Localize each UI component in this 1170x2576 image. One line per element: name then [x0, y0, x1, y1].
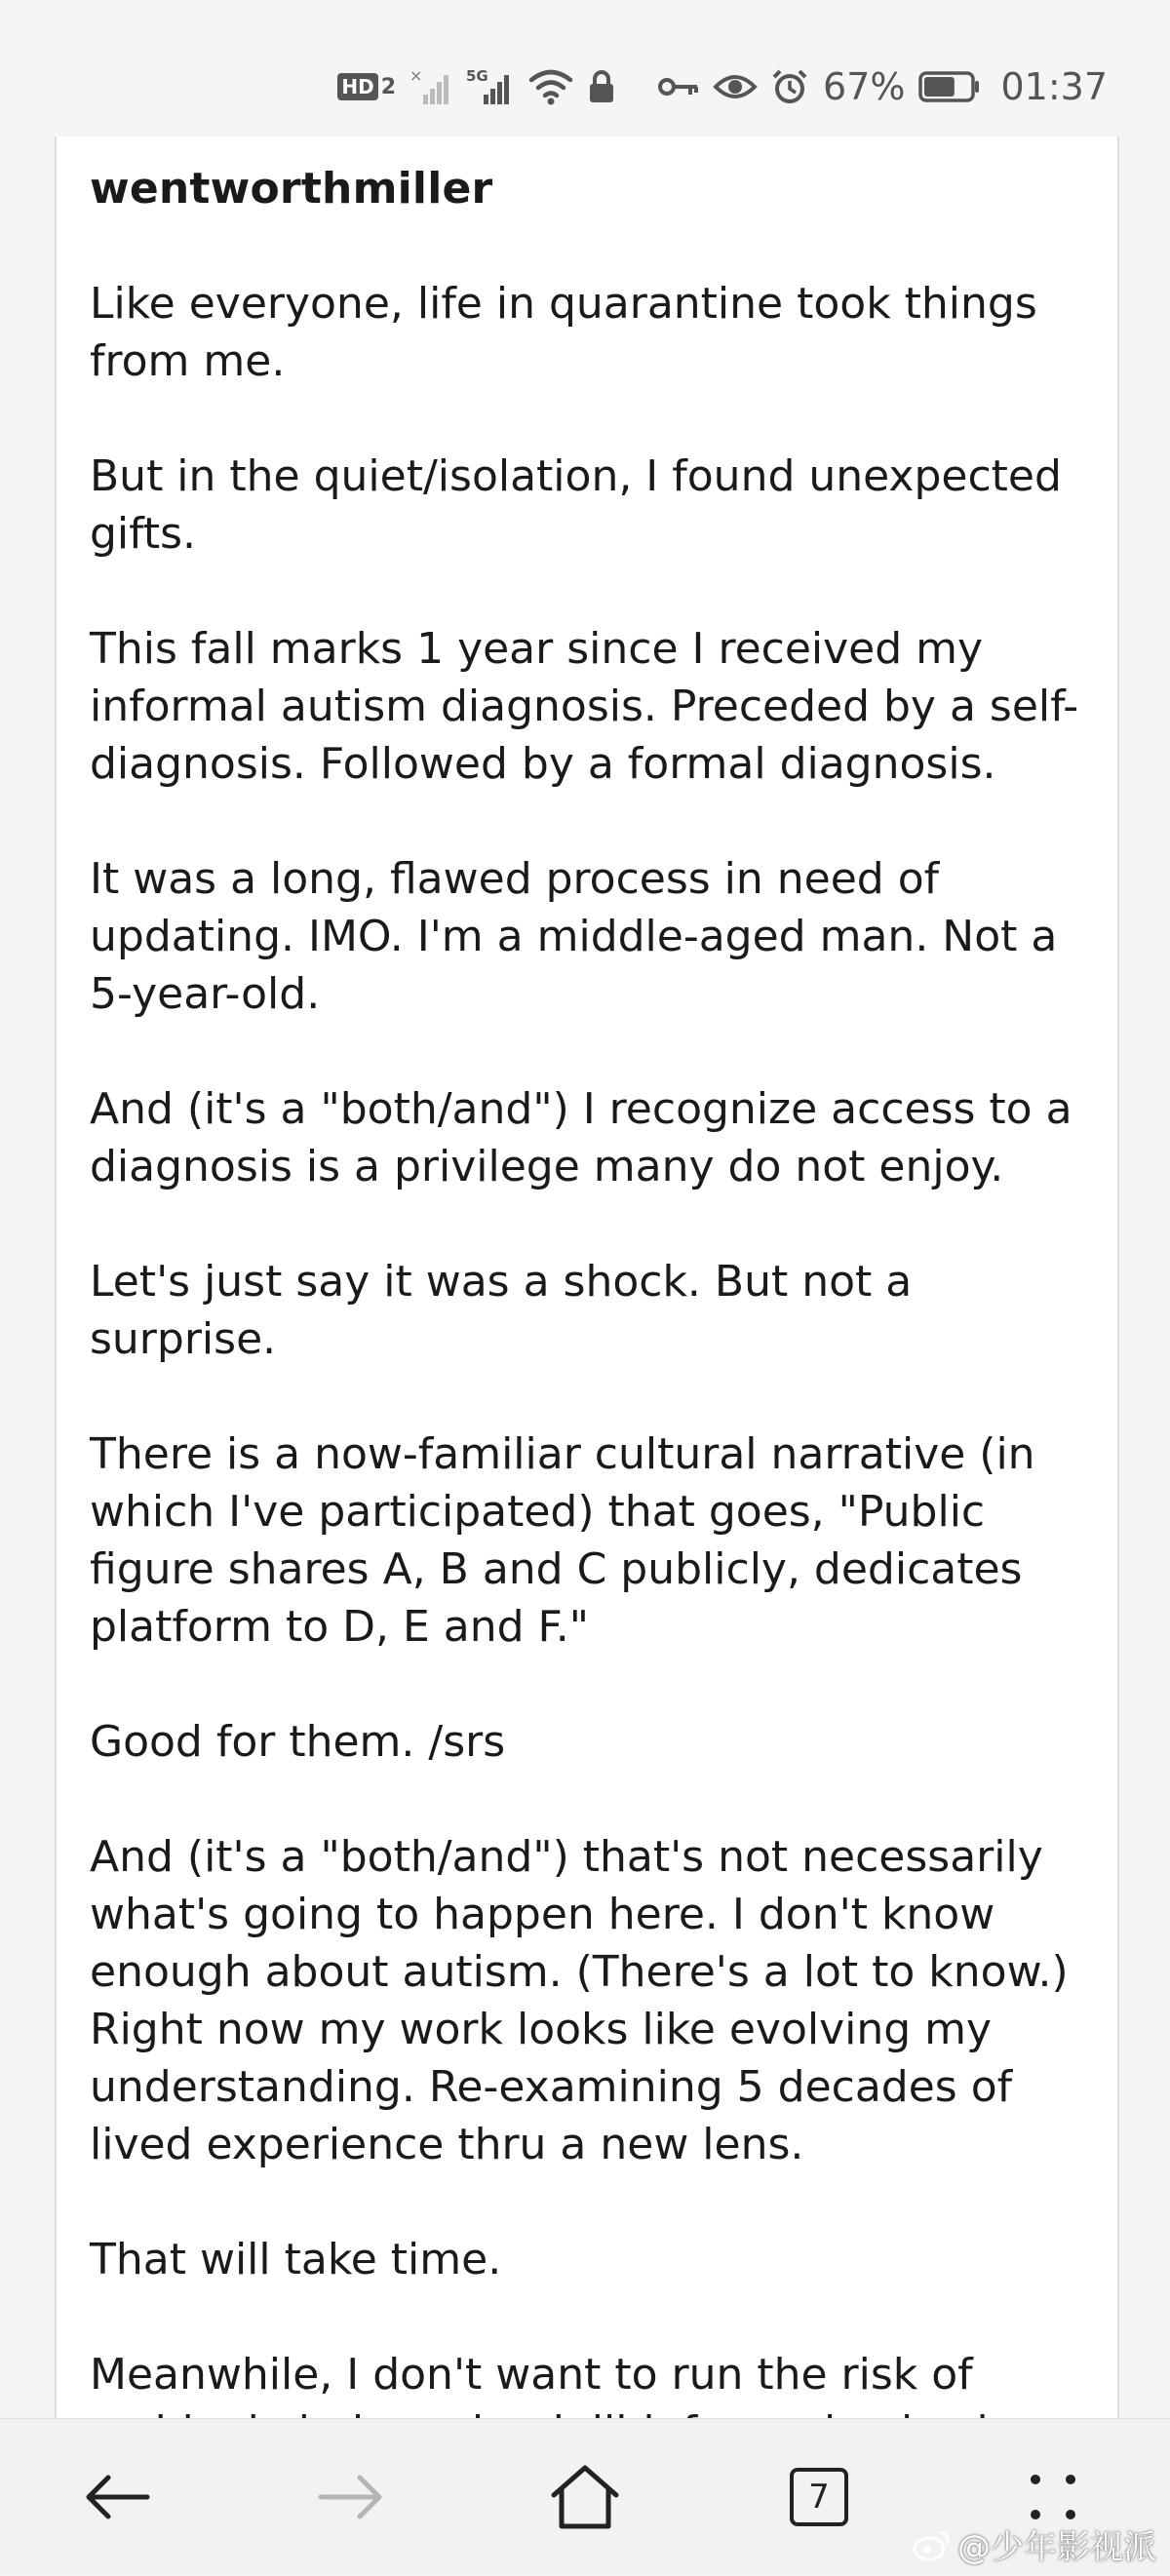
forward-arrow-icon — [317, 2473, 385, 2521]
eye-icon — [714, 71, 757, 102]
post-content[interactable] — [55, 137, 1119, 2418]
home-icon — [548, 2462, 622, 2532]
post-paragraph: There is a now-familiar cultural narrative (in which I've participated) that goes, "Public figure shares A, B and C publicly, dedicates platform to D, E and F." — [90, 1429, 1049, 1652]
post-paragraph: Like everyone, life in quarantine took things from me. — [90, 279, 1051, 386]
weibo-logo-icon — [913, 2528, 952, 2561]
key-icon — [657, 72, 700, 101]
watermark — [913, 2520, 1156, 2568]
tabs-button[interactable] — [751, 2419, 887, 2575]
post-paragraph: That will take time. — [90, 2235, 502, 2284]
post-username[interactable]: wentworthmiller — [90, 164, 493, 214]
more-icon — [1024, 2468, 1082, 2526]
watermark-text: @少年影视派 — [957, 2528, 1156, 2567]
home-button[interactable] — [517, 2419, 653, 2575]
post-paragraph: And (it's a "both/and") that's not necessarily what's going to happen here. I don't know enough about autism. (There's a lot to know.) Right now my work looks like evolving my understanding. Re-examining 5 decades of lived experience thru a new lens. — [90, 1832, 1082, 2169]
hd-icon: HD 2 — [337, 73, 396, 100]
svg-text:5G: 5G — [466, 67, 488, 85]
status-icons — [337, 62, 1108, 111]
battery-icon — [918, 70, 981, 103]
post-paragraph: This fall marks 1 year since I received my informal autism diagnosis. Preceded by a self-diagnosis. Followed by a formal diagnosis. — [90, 624, 1079, 789]
post-body — [90, 275, 1094, 2576]
status-bar — [0, 0, 1170, 137]
wifi-icon — [528, 68, 573, 105]
signal-5g-icon — [466, 67, 515, 106]
tabs-icon — [790, 2468, 848, 2526]
svg-text:×: × — [410, 66, 423, 85]
lock-icon — [587, 68, 616, 105]
tab-count: 7 — [808, 2478, 830, 2517]
post-paragraph: And (it's a "both/and") I recognize access to a diagnosis is a privilege many do not enjoy. — [90, 1084, 1086, 1191]
battery-percent: 67% — [823, 65, 906, 108]
clock: 01:37 — [1000, 65, 1108, 108]
post-paragraph: But in the quiet/isolation, I found unexpected gifts. — [90, 451, 1075, 559]
signal-no-service-icon — [410, 67, 452, 106]
post-paragraph: It was a long, flawed process in need of updating. IMO. I'm a middle-aged man. Not a 5-year-old. — [90, 854, 1072, 1019]
post-paragraph: Meanwhile, I don't want to run the risk of — [90, 2350, 973, 2400]
back-button[interactable] — [49, 2419, 185, 2575]
back-arrow-icon — [83, 2473, 151, 2521]
forward-button[interactable] — [283, 2419, 419, 2575]
post-paragraph: Good for them. /srs — [90, 1717, 506, 1767]
alarm-icon — [770, 67, 809, 106]
post-paragraph: Let's just say it was a shock. But not a surprise. — [90, 1257, 926, 1364]
